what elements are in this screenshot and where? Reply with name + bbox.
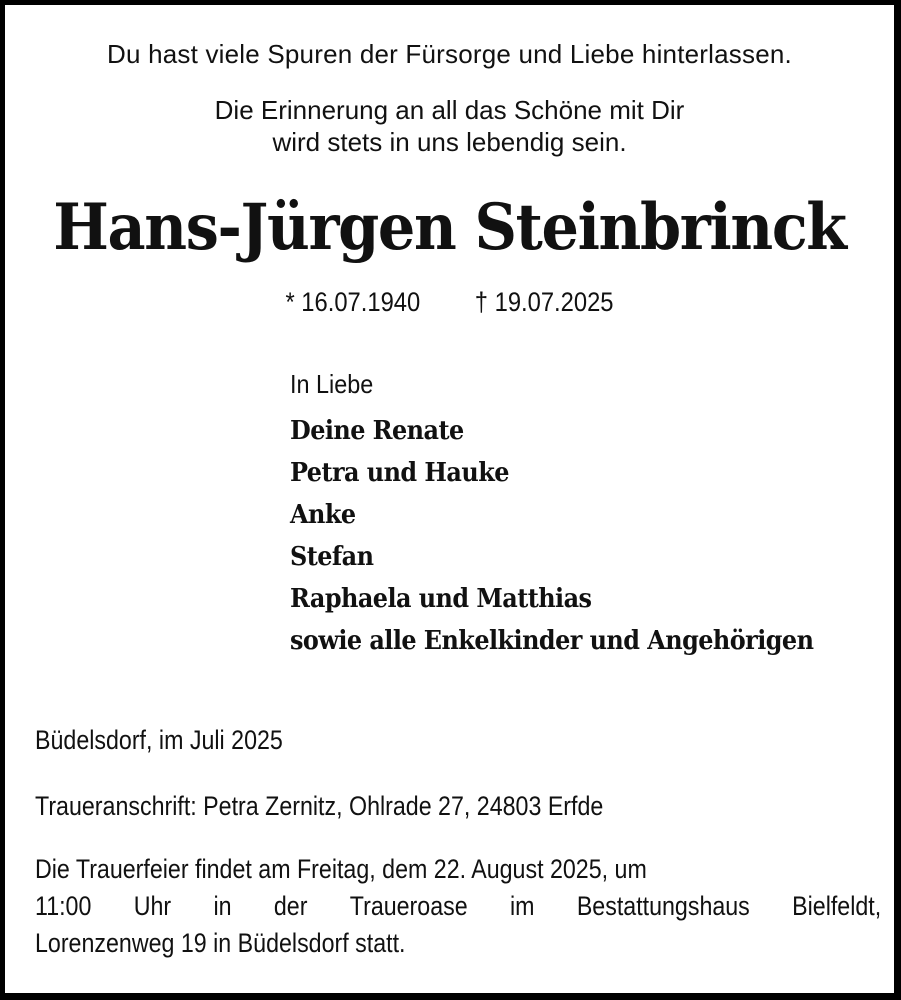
mourner-name: Anke xyxy=(290,500,356,530)
birth-date: * 16.07.1940 xyxy=(285,287,421,317)
deceased-name: Hans-Jürgen Steinbrinck xyxy=(53,190,846,265)
service-word: Uhr xyxy=(133,891,172,921)
service-line-3: Lorenzenweg 19 in Büdelsdorf statt. xyxy=(35,928,406,958)
service-word: der xyxy=(273,891,308,921)
mourner-name: Petra und Hauke xyxy=(290,458,509,488)
service-word: im xyxy=(509,891,535,921)
place-date: Büdelsdorf, im Juli 2025 xyxy=(35,725,283,755)
mourner-name: Raphaela und Matthias xyxy=(290,584,592,614)
funeral-service-info xyxy=(35,851,881,962)
service-line-2 xyxy=(35,888,881,925)
service-word: Bielfeldt, xyxy=(792,891,882,921)
verse-line-3: wird stets in uns lebendig sein. xyxy=(272,127,627,157)
mourners-intro: In Liebe xyxy=(290,369,374,399)
service-word: Traueroase xyxy=(349,891,468,921)
service-line-1: Die Trauerfeier findet am Freitag, dem 22. August 2025, um xyxy=(35,854,647,884)
verse-line-2: Die Erinnerung an all das Schöne mit Dir xyxy=(214,95,685,125)
verse-line-1: Du hast viele Spuren der Fürsorge und Liebe hinterlassen. xyxy=(107,39,792,69)
service-word: in xyxy=(213,891,232,921)
mourner-name: Deine Renate xyxy=(290,416,464,446)
life-dates xyxy=(58,287,840,318)
death-date: † 19.07.2025 xyxy=(474,287,614,317)
service-word: 11:00 xyxy=(35,891,92,921)
service-word: Bestattungshaus xyxy=(576,891,750,921)
mourning-address: Traueranschrift: Petra Zernitz, Ohlrade 27, 24803 Erfde xyxy=(35,791,604,821)
mourner-name: Stefan xyxy=(290,542,374,572)
mourner-name: sowie alle Enkelkinder und Angehörigen xyxy=(290,626,814,656)
mourners-list xyxy=(290,369,859,662)
